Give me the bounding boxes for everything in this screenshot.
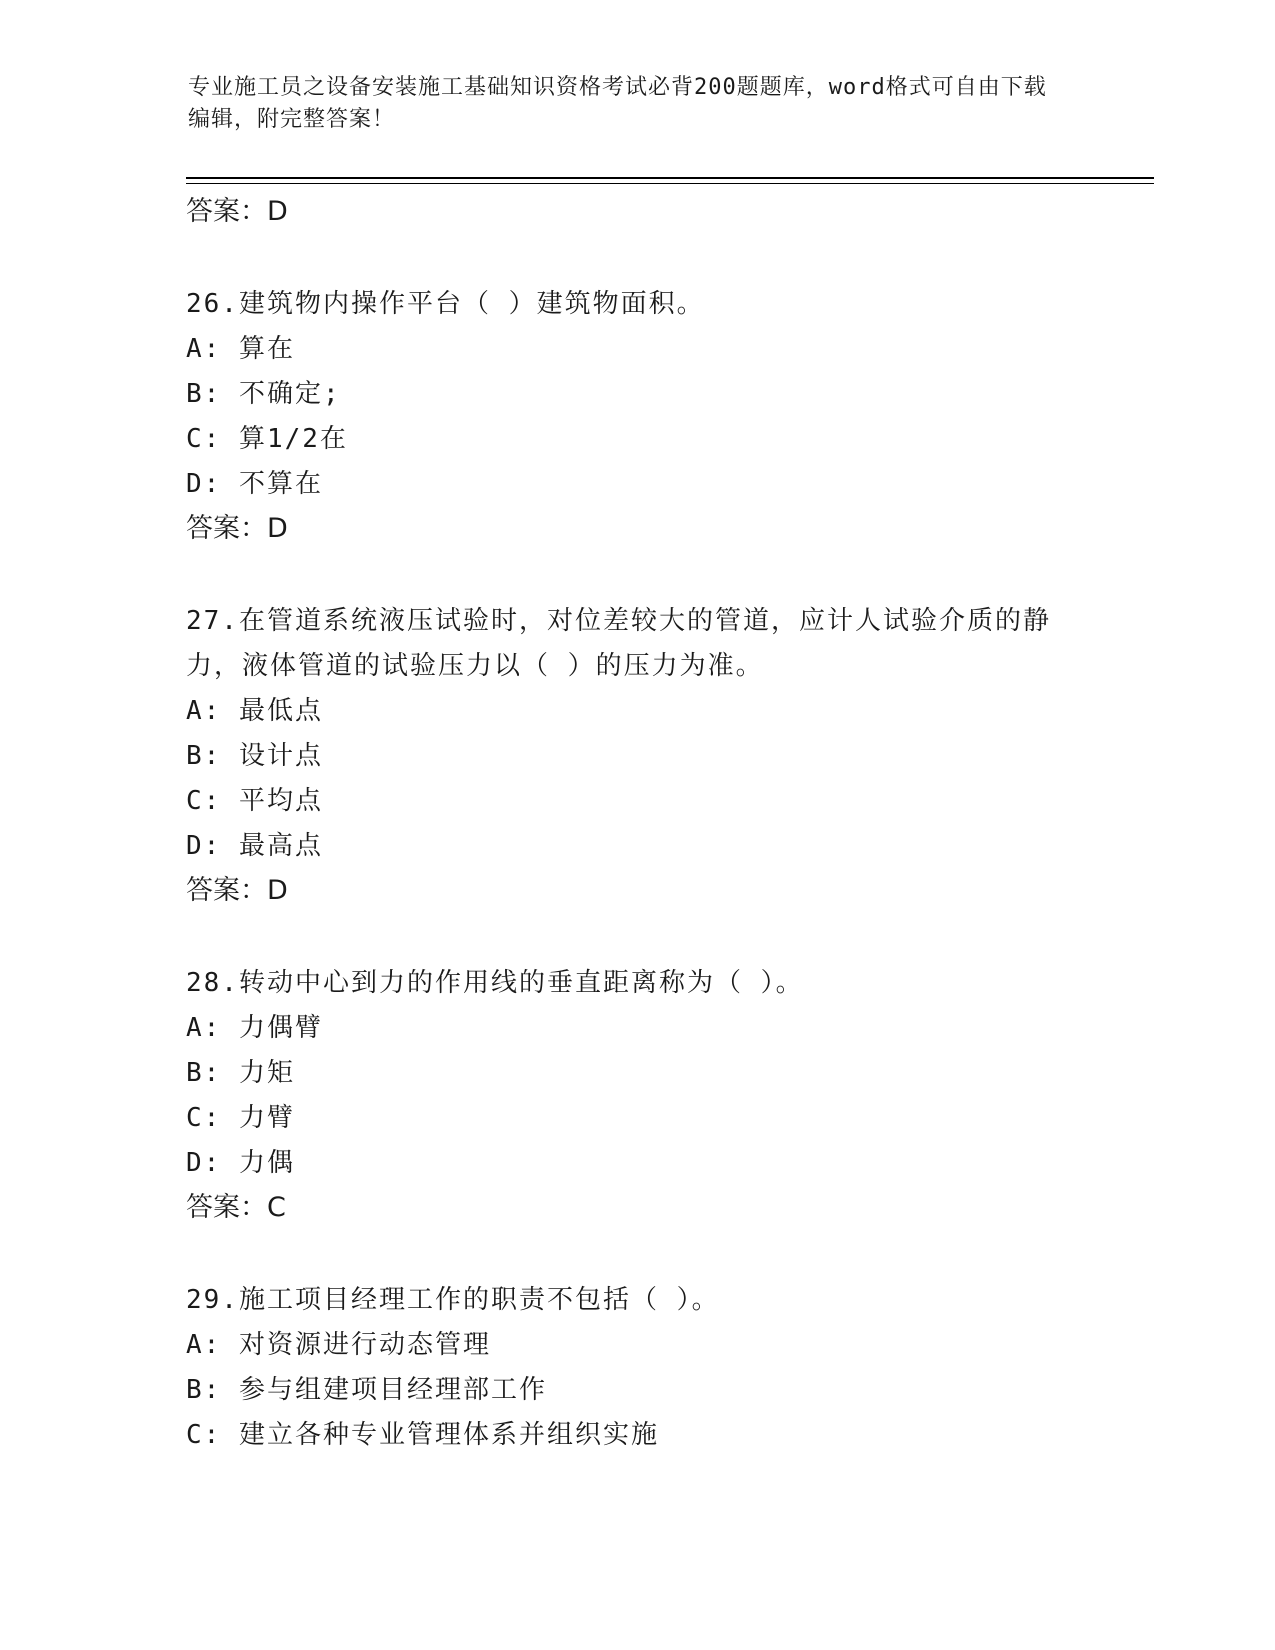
answer-label: 答案：D bbox=[186, 513, 288, 544]
option-b: B: 设计点 bbox=[186, 741, 323, 771]
question-text: 29.施工项目经理工作的职责不包括（ ）。 bbox=[186, 1285, 720, 1315]
document-header: 专业施工员之设备安装施工基础知识资格考试必背200题题库，word格式可自由下载编辑，附完整答案！ bbox=[188, 75, 1047, 132]
option-a: A: 力偶臂 bbox=[186, 1013, 323, 1043]
option-d: D: 最高点 bbox=[186, 831, 323, 861]
question-26 bbox=[186, 282, 1086, 551]
question-28 bbox=[186, 961, 1086, 1230]
question-27 bbox=[186, 599, 1086, 913]
option-c: C: 建立各种专业管理体系并组织实施 bbox=[186, 1420, 659, 1450]
option-d: D: 不算在 bbox=[186, 469, 323, 499]
question-text: 28.转动中心到力的作用线的垂直距离称为（ ）。 bbox=[186, 968, 804, 998]
option-a: A: 最低点 bbox=[186, 696, 323, 726]
option-a: A: 算在 bbox=[186, 334, 295, 364]
question-list bbox=[186, 190, 1086, 1458]
option-b: B: 力矩 bbox=[186, 1058, 295, 1088]
option-c: C: 力臂 bbox=[186, 1103, 295, 1133]
option-c: C: 平均点 bbox=[186, 786, 323, 816]
option-c: C: 算1/2在 bbox=[186, 424, 348, 454]
header-divider-thick bbox=[186, 177, 1154, 179]
header-divider-thin bbox=[186, 183, 1154, 184]
option-d: D: 力偶 bbox=[186, 1148, 295, 1178]
question-29 bbox=[186, 1278, 1086, 1458]
question-text: 26.建筑物内操作平台（ ）建筑物面积。 bbox=[186, 289, 705, 319]
option-b: B: 参与组建项目经理部工作 bbox=[186, 1375, 547, 1405]
option-b: B: 不确定; bbox=[186, 379, 341, 409]
answer-label: 答案：C bbox=[186, 1192, 286, 1223]
answer-label: 答案：D bbox=[186, 196, 288, 227]
option-a: A: 对资源进行动态管理 bbox=[186, 1330, 491, 1360]
question-text: 27.在管道系统液压试验时，对位差较大的管道，应计人试验介质的静力，液体管道的试验压力以（ ）的压力为准。 bbox=[186, 606, 1051, 681]
answer-label: 答案：D bbox=[186, 875, 288, 906]
